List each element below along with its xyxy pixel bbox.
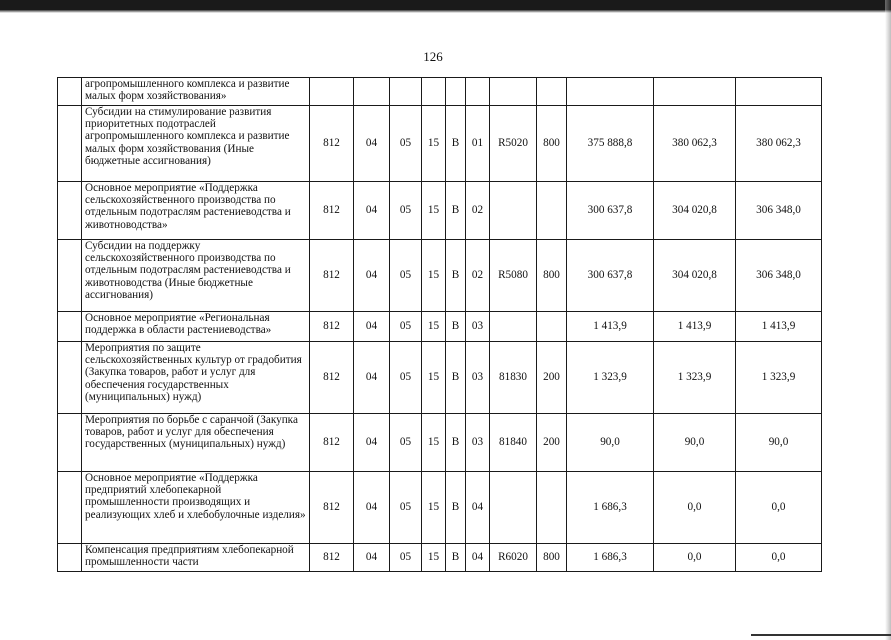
page-number: 126	[423, 49, 443, 64]
cell-event: 02	[466, 182, 490, 240]
cell-admin-code: 812	[310, 106, 354, 182]
cell-amount-2021: 90,0	[736, 414, 822, 472]
cell-amount-2019: 375 888,8	[567, 106, 654, 182]
cell-event: 02	[466, 240, 490, 312]
cell-direction	[490, 78, 537, 106]
cell-expense-type: 200	[537, 342, 567, 414]
row-name-cell: Субсидии на стимулирование развития приоритетных подотраслей агропромышленного комплекса и развитие малых форм хозяйствования (Иные бюджетные ассигнования)	[82, 106, 310, 182]
cell-admin-code: 812	[310, 414, 354, 472]
cell-amount-2021: 1 323,9	[736, 342, 822, 414]
row-name-cell: Основное мероприятие «Поддержка сельскохозяйственного производства по отдельным подотраслям растениеводства и животноводства»	[82, 182, 310, 240]
cell-event: 03	[466, 414, 490, 472]
cell-amount-2019: 300 637,8	[567, 182, 654, 240]
table-body	[58, 78, 822, 572]
cell-amount-2020: 1 323,9	[654, 342, 736, 414]
cell-section: 04	[354, 182, 390, 240]
cell-amount-2020: 90,0	[654, 414, 736, 472]
cell-event: 03	[466, 342, 490, 414]
cell-program	[422, 78, 446, 106]
cell-subsection: 05	[390, 312, 422, 342]
row-name-cell: Мероприятия по защите сельскохозяйственных культур от градобития (Закупка товаров, работ и услуг для обеспечения государственных (муниципальных) нужд)	[82, 342, 310, 414]
scan-top-border	[0, 0, 891, 10]
cell-direction	[490, 472, 537, 544]
cell-amount-2021: 1 413,9	[736, 312, 822, 342]
cell-section: 04	[354, 312, 390, 342]
table-row	[58, 414, 822, 472]
scan-right-shadow	[885, 0, 891, 640]
cell-section: 04	[354, 544, 390, 572]
cell-amount-2019: 300 637,8	[567, 240, 654, 312]
cell-subprogram: В	[446, 240, 466, 312]
row-index-cell	[58, 342, 82, 414]
cell-subsection: 05	[390, 106, 422, 182]
cell-amount-2020	[654, 78, 736, 106]
table-row	[58, 472, 822, 544]
cell-direction: 81840	[490, 414, 537, 472]
row-index-cell	[58, 78, 82, 106]
row-index-cell	[58, 182, 82, 240]
cell-amount-2019: 1 686,3	[567, 472, 654, 544]
table-row	[58, 78, 822, 106]
cell-subsection: 05	[390, 342, 422, 414]
cell-amount-2021: 306 348,0	[736, 182, 822, 240]
row-name-cell: Основное мероприятие «Поддержка предприятий хлебопекарной промышленности производящих и реализующих хлеб и хлебобулочные изделия»	[82, 472, 310, 544]
cell-section: 04	[354, 414, 390, 472]
cell-subsection: 05	[390, 240, 422, 312]
cell-program: 15	[422, 342, 446, 414]
cell-subprogram	[446, 78, 466, 106]
cell-admin-code: 812	[310, 182, 354, 240]
cell-event: 04	[466, 472, 490, 544]
cell-amount-2019: 1 686,3	[567, 544, 654, 572]
cell-subsection	[390, 78, 422, 106]
cell-subsection: 05	[390, 544, 422, 572]
table-row	[58, 312, 822, 342]
cell-admin-code: 812	[310, 342, 354, 414]
table-row	[58, 240, 822, 312]
cell-direction: 81830	[490, 342, 537, 414]
cell-program: 15	[422, 182, 446, 240]
budget-table	[57, 77, 822, 572]
scan-top-shadow	[0, 10, 891, 13]
cell-amount-2020: 304 020,8	[654, 182, 736, 240]
row-index-cell	[58, 106, 82, 182]
cell-amount-2019: 90,0	[567, 414, 654, 472]
cell-subprogram: В	[446, 472, 466, 544]
cell-amount-2020: 380 062,3	[654, 106, 736, 182]
cell-expense-type	[537, 312, 567, 342]
cell-program: 15	[422, 312, 446, 342]
cell-admin-code: 812	[310, 312, 354, 342]
cell-amount-2019	[567, 78, 654, 106]
cell-expense-type: 800	[537, 544, 567, 572]
cell-amount-2021	[736, 78, 822, 106]
cell-expense-type: 200	[537, 414, 567, 472]
cell-subprogram: В	[446, 342, 466, 414]
scan-bottom-edge	[751, 634, 891, 636]
cell-subsection: 05	[390, 414, 422, 472]
cell-program: 15	[422, 472, 446, 544]
cell-subsection: 05	[390, 472, 422, 544]
cell-section: 04	[354, 106, 390, 182]
cell-subprogram: В	[446, 106, 466, 182]
row-name-cell: Субсидии на поддержку сельскохозяйственного производства по отдельным подотраслям растениеводства и животноводства (Иные бюджетные ассигнования)	[82, 240, 310, 312]
cell-event: 03	[466, 312, 490, 342]
cell-program: 15	[422, 414, 446, 472]
cell-subprogram: В	[446, 414, 466, 472]
cell-program: 15	[422, 240, 446, 312]
table-row	[58, 182, 822, 240]
row-index-cell	[58, 240, 82, 312]
cell-amount-2019: 1 413,9	[567, 312, 654, 342]
cell-expense-type	[537, 182, 567, 240]
cell-subsection: 05	[390, 182, 422, 240]
cell-amount-2021: 0,0	[736, 472, 822, 544]
cell-amount-2021: 306 348,0	[736, 240, 822, 312]
cell-direction	[490, 182, 537, 240]
cell-amount-2020: 0,0	[654, 472, 736, 544]
cell-subprogram: В	[446, 182, 466, 240]
cell-amount-2020: 0,0	[654, 544, 736, 572]
cell-expense-type	[537, 78, 567, 106]
cell-admin-code	[310, 78, 354, 106]
cell-program: 15	[422, 106, 446, 182]
row-name-cell: Компенсация предприятиям хлебопекарной промышленности части	[82, 544, 310, 572]
cell-expense-type: 800	[537, 240, 567, 312]
cell-event: 04	[466, 544, 490, 572]
cell-amount-2019: 1 323,9	[567, 342, 654, 414]
table-row	[58, 106, 822, 182]
cell-direction: R6020	[490, 544, 537, 572]
cell-direction: R5020	[490, 106, 537, 182]
row-name-cell: Основное мероприятие «Региональная поддержка в области растениеводства»	[82, 312, 310, 342]
cell-event	[466, 78, 490, 106]
cell-admin-code: 812	[310, 544, 354, 572]
cell-amount-2021: 380 062,3	[736, 106, 822, 182]
row-index-cell	[58, 312, 82, 342]
table-row	[58, 544, 822, 572]
cell-section: 04	[354, 342, 390, 414]
cell-admin-code: 812	[310, 472, 354, 544]
cell-direction: R5080	[490, 240, 537, 312]
table-row	[58, 342, 822, 414]
cell-direction	[490, 312, 537, 342]
cell-section: 04	[354, 472, 390, 544]
cell-amount-2021: 0,0	[736, 544, 822, 572]
cell-subprogram: В	[446, 312, 466, 342]
cell-program: 15	[422, 544, 446, 572]
cell-subprogram: В	[446, 544, 466, 572]
cell-section	[354, 78, 390, 106]
cell-event: 01	[466, 106, 490, 182]
row-index-cell	[58, 544, 82, 572]
cell-amount-2020: 304 020,8	[654, 240, 736, 312]
row-index-cell	[58, 414, 82, 472]
cell-amount-2020: 1 413,9	[654, 312, 736, 342]
row-index-cell	[58, 472, 82, 544]
cell-admin-code: 812	[310, 240, 354, 312]
cell-expense-type	[537, 472, 567, 544]
cell-expense-type: 800	[537, 106, 567, 182]
cell-section: 04	[354, 240, 390, 312]
row-name-cell: Мероприятия по борьбе с саранчой (Закупка товаров, работ и услуг для обеспечения государственных (муниципальных) нужд)	[82, 414, 310, 472]
row-name-cell: агропромышленного комплекса и развитие малых форм хозяйствования»	[82, 78, 310, 106]
